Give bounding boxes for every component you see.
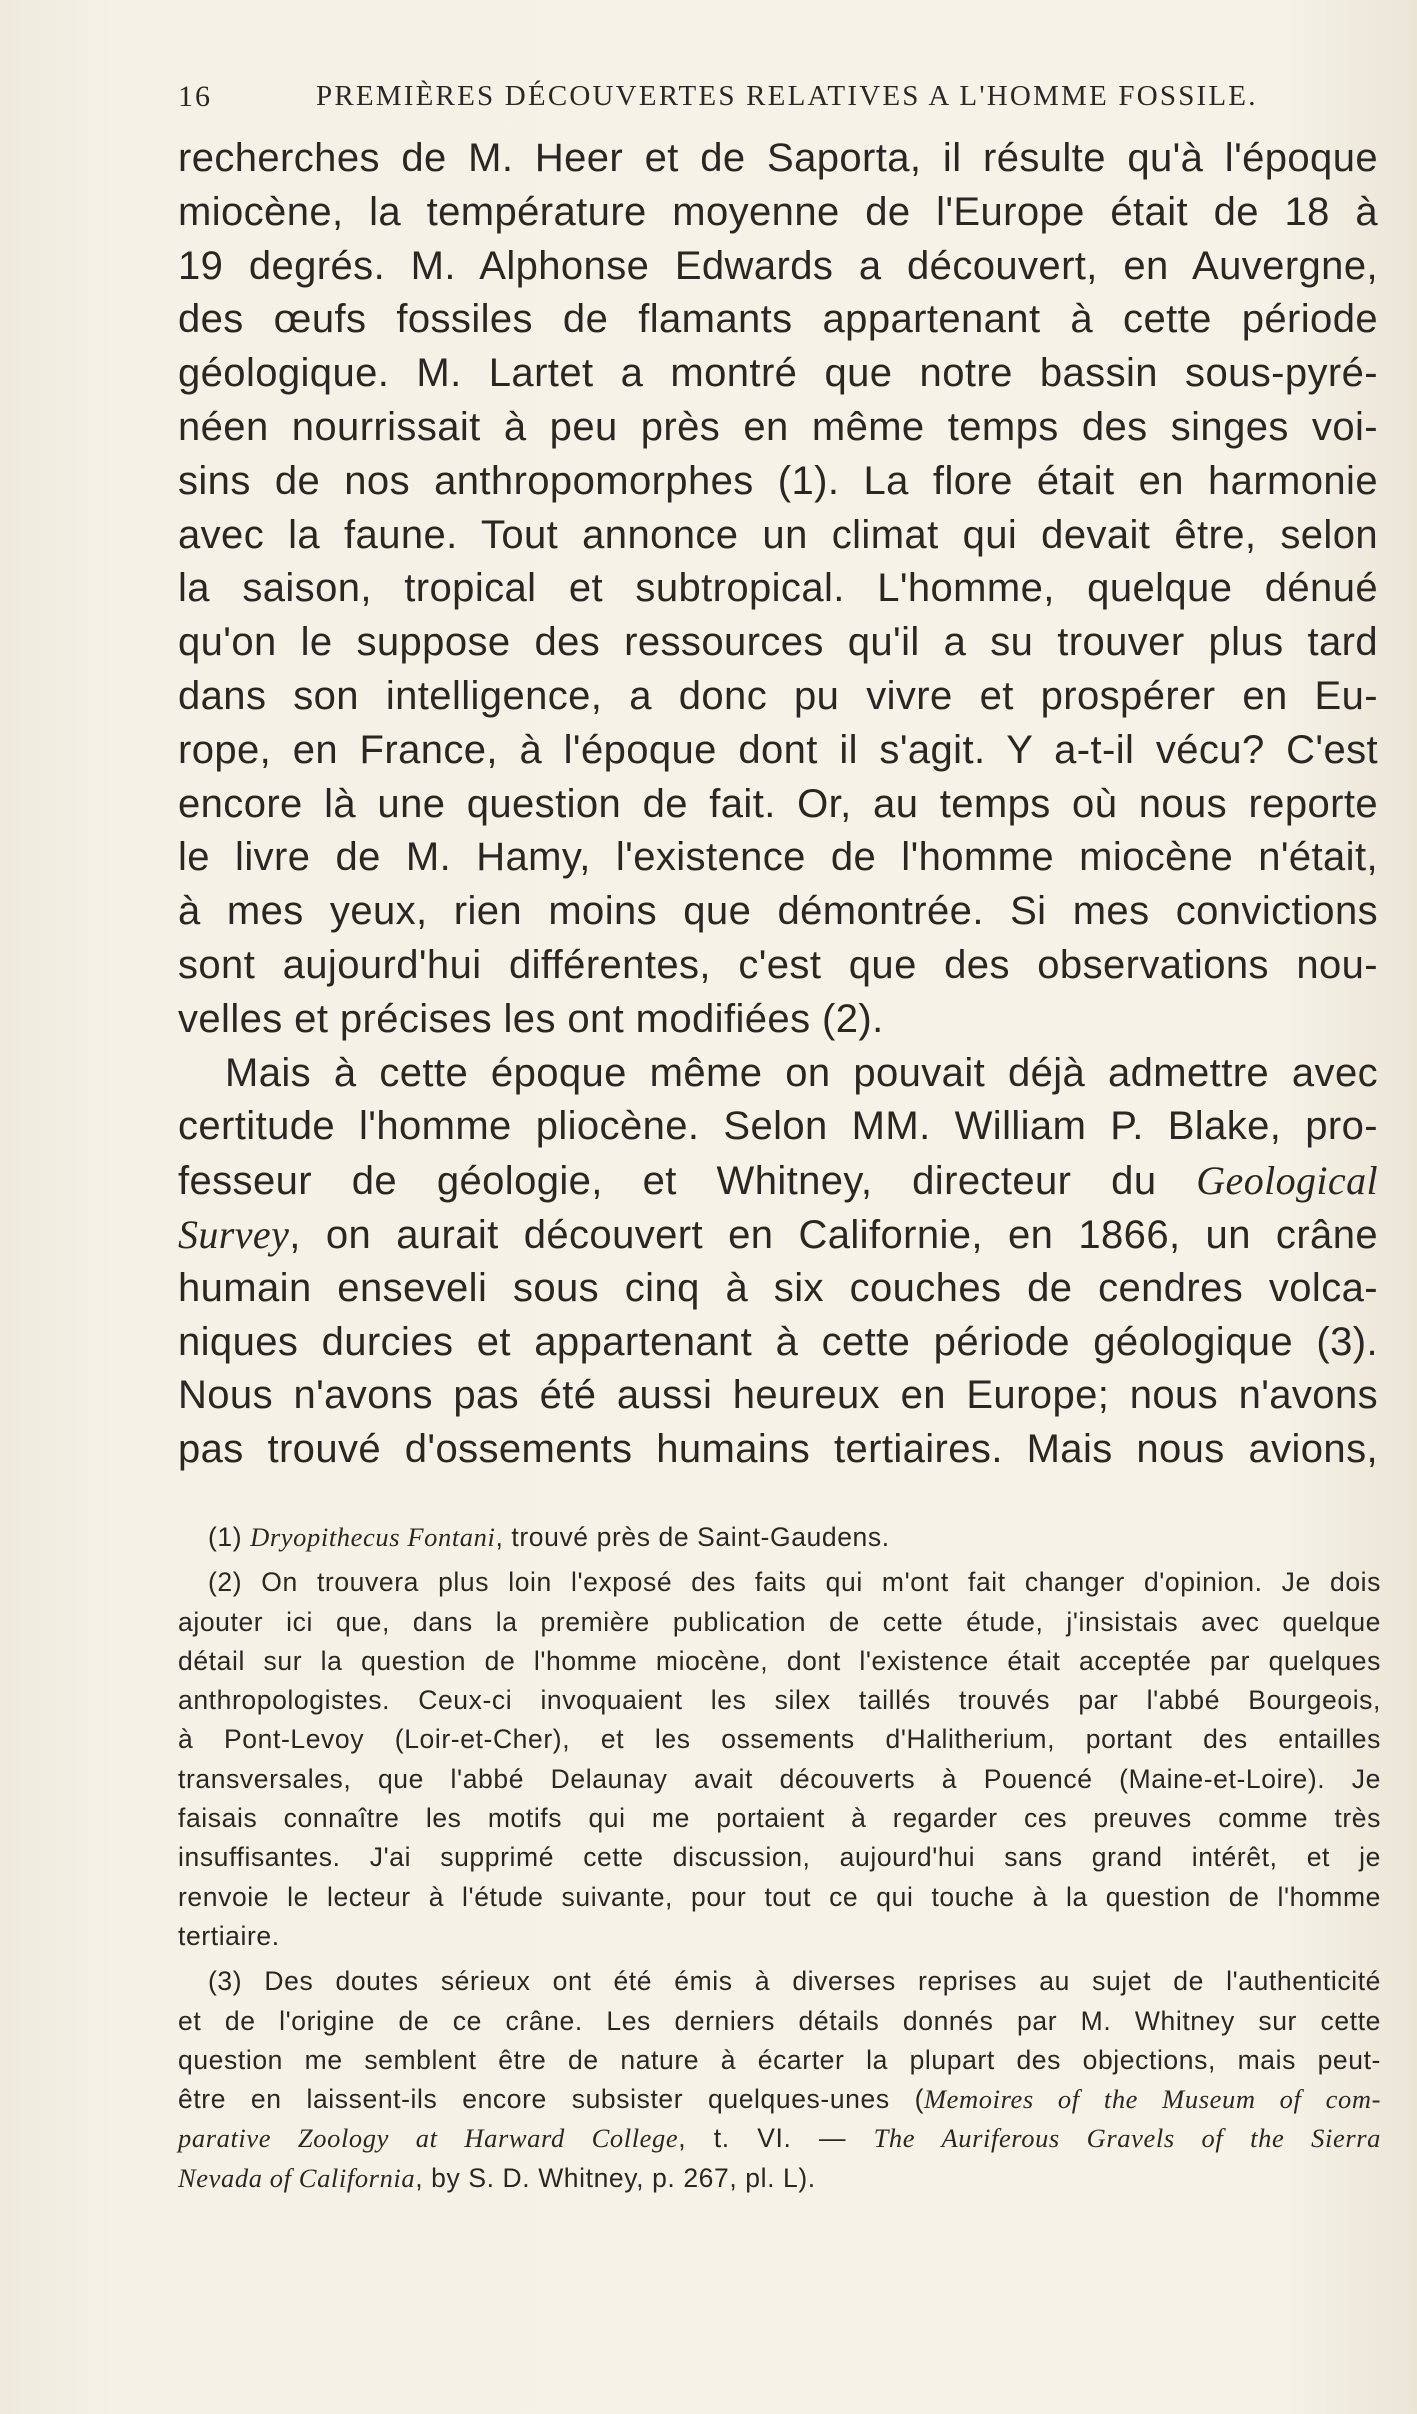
text-line: velles et précises les ont modifiées (2). — [178, 996, 884, 1041]
footnote-2-line: transversales, que l'abbé Delaunay avait découverts à Pouencé (Maine-et-Loire). Je — [178, 1763, 1381, 1794]
text-line: 19 degrés. M. Alphonse Edwards a découvert, en Auvergne, — [178, 243, 1378, 288]
footnotes — [178, 1518, 1381, 2198]
running-title: PREMIÈRES DÉCOUVERTES RELATIVES A L'HOMME FOSSILE. — [316, 80, 1258, 112]
text-line: rope, en France, à l'époque dont il s'agit. Y a-t-il vécu? C'est — [178, 727, 1378, 772]
footnote-2-line: anthropologistes. Ceux-ci invoquaient les silex taillés trouvés par l'abbé Bourgeois, — [178, 1685, 1381, 1716]
text-line-with-italic — [178, 1154, 1378, 1208]
footnote-3-line: et de l'origine de ce crâne. Les derniers détails donnés par M. Whitney sur cette — [178, 2005, 1381, 2036]
text-line: le livre de M. Hamy, l'existence de l'homme miocène n'était, — [178, 835, 1378, 880]
text-segment: , on aurait découvert en Californie, en 1866, un crâne — [289, 1212, 1378, 1257]
text-line: dans son intelligence, a donc pu vivre et prospérer en Eu- — [178, 673, 1378, 718]
footnote-2-line: ajouter ici que, dans la première publication de cette étude, j'insistais avec quelque — [178, 1606, 1381, 1637]
text-line: certitude l'homme pliocène. Selon MM. William P. Blake, pro- — [178, 1104, 1378, 1149]
footnote-3-line — [178, 2159, 1381, 2198]
page-number: 16 — [178, 80, 212, 113]
text-segment: , trouvé près de Saint-Gaudens. — [495, 1522, 890, 1552]
italic-term: parative Zoology at Harward College — [178, 2123, 679, 2154]
text-segment: , t. VI. — — [678, 2123, 874, 2154]
footnote-2-line: tertiaire. — [178, 1920, 280, 1951]
text-line: à mes yeux, rien moins que démontrée. Si mes convictions — [178, 889, 1378, 934]
italic-term: Nevada of California — [178, 2162, 416, 2193]
text-line: pas trouvé d'ossements humains tertiaires. Mais nous avions, — [178, 1427, 1378, 1472]
text-line: encore là une question de fait. Or, au temps où nous reporte — [178, 781, 1378, 826]
page-header — [178, 80, 1378, 130]
footnote-2-line: détail sur la question de l'homme miocène, dont l'existence était acceptée par quelques — [178, 1645, 1381, 1676]
italic-term: Memoires of the Museum of com- — [924, 2084, 1382, 2115]
footnote-3-line: (3) Des doutes sérieux ont été émis à diverses reprises au sujet de l'authenticité — [208, 1966, 1381, 1997]
text-line: avec la faune. Tout annonce un climat qui devait être, selon — [178, 512, 1378, 557]
main-text — [178, 132, 1378, 1477]
text-segment: être en laissent-ils encore subsister quelques-unes ( — [178, 2084, 924, 2115]
text-line: miocène, la température moyenne de l'Europe était de 18 à — [178, 189, 1378, 234]
footnote-2-line: (2) On trouvera plus loin l'exposé des faits qui m'ont fait changer d'opinion. Je dois — [208, 1567, 1381, 1598]
italic-term: Survey — [178, 1211, 290, 1257]
footnote-marker: (1) — [208, 1522, 243, 1552]
text-line: géologique. M. Lartet a montré que notre bassin sous-pyré- — [178, 351, 1378, 396]
text-line: recherches de M. Heer et de Saporta, il résulte qu'à l'époque — [178, 136, 1378, 180]
text-line: la saison, tropical et subtropical. L'homme, quelque dénué — [178, 566, 1378, 611]
footnote-2-line: renvoie le lecteur à l'étude suivante, pour tout ce qui touche à la question de l'homme — [178, 1881, 1381, 1912]
footnote-3-line — [178, 2119, 1381, 2158]
text-line: néen nourrissait à peu près en même temps des singes voi- — [178, 404, 1378, 449]
text-line: humain enseveli sous cinq à six couches de cendres volca- — [178, 1265, 1378, 1310]
footnote-2-line: faisais connaître les motifs qui me portaient à regarder ces preuves comme très — [178, 1803, 1381, 1834]
text-line: Nous n'avons pas été aussi heureux en Europe; nous n'avons — [178, 1373, 1378, 1418]
italic-term: Geological — [1196, 1158, 1378, 1204]
text-line: niques durcies et appartenant à cette période géologique (3). — [178, 1319, 1378, 1364]
footnote-2-line: à Pont-Levoy (Loir-et-Cher), et les ossements d'Halitherium, portant des entailles — [178, 1724, 1381, 1755]
footnote-1 — [178, 1518, 1381, 1557]
text-segment: , by S. D. Whitney, p. 267, pl. L). — [415, 2162, 816, 2193]
text-line: des œufs fossiles de flamants appartenant à cette période — [178, 297, 1378, 342]
text-line: qu'on le suppose des ressources qu'il a su trouver plus tard — [178, 620, 1378, 665]
text-line-with-italic — [178, 1208, 1378, 1262]
italic-term: The Auriferous Gravels of the Sierra — [873, 2123, 1381, 2154]
text-line: sont aujourd'hui différentes, c'est que des observations nou- — [178, 942, 1378, 987]
footnote-3-line: question me semblent être de nature à écarter la plupart des objections, mais peut- — [178, 2044, 1381, 2075]
footnote-3-line — [178, 2080, 1381, 2119]
italic-term: Dryopithecus Fontani — [250, 1522, 496, 1552]
text-segment: fesseur de géologie, et Whitney, directeur du — [178, 1159, 1157, 1204]
text-line: Mais à cette époque même on pouvait déjà admettre avec — [225, 1050, 1378, 1095]
footnote-2-line: insuffisantes. J'ai supprimé cette discussion, aujourd'hui sans grand intérêt, et je — [178, 1842, 1381, 1873]
text-line: sins de nos anthropomorphes (1). La flore était en harmonie — [178, 458, 1378, 503]
